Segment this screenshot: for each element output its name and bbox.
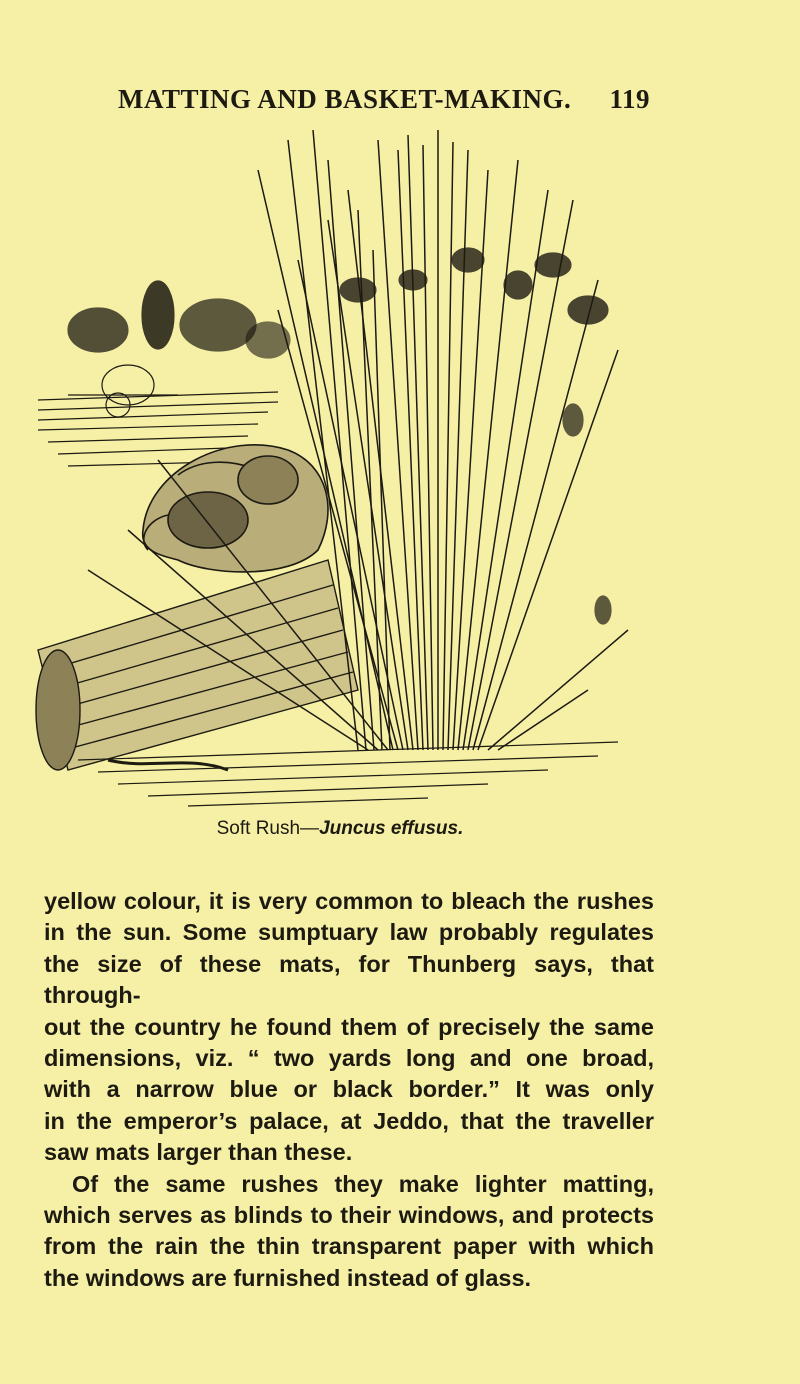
text-line: the windows are furnished instead of glass. — [44, 1264, 532, 1291]
running-title: MATTING AND BASKET-MAKING. — [118, 84, 572, 114]
body-text — [44, 886, 654, 1294]
water-and-ground-hatching — [78, 742, 618, 806]
text-line: yellow colour, it is very common to bleach the rushes — [44, 888, 654, 914]
text-line: in the sun. Some sumptuary law probably regulates — [44, 919, 654, 946]
text-line: which serves as blinds to their windows, and protects — [44, 1202, 654, 1229]
caption-latin-name: Juncus effusus. — [319, 818, 464, 839]
figure-caption — [0, 818, 680, 840]
text-line: from the rain the thin transparent paper with which — [44, 1233, 654, 1260]
page-number: 119 — [609, 84, 650, 114]
running-header — [118, 78, 658, 118]
text-line: out the country he found them of precisely the same — [44, 1013, 654, 1040]
text-line: with a narrow blue or black border.” It was only — [44, 1076, 654, 1103]
background-trees — [68, 281, 290, 358]
soft-rush-engraving — [28, 130, 632, 820]
caption-common-name: Soft Rush— — [216, 818, 320, 839]
cart-in-background — [68, 365, 178, 417]
text-line: the size of these mats, for Thunberg says, that through- — [44, 950, 654, 1009]
text-line: saw mats larger than these. — [44, 1139, 353, 1166]
text-line: dimensions, viz. “ two yards long and one broad, — [44, 1045, 654, 1072]
text-line: in the emperor’s palace, at Jeddo, that the traveller — [44, 1107, 654, 1134]
text-line: Of the same rushes they make lighter matting, — [72, 1170, 654, 1197]
